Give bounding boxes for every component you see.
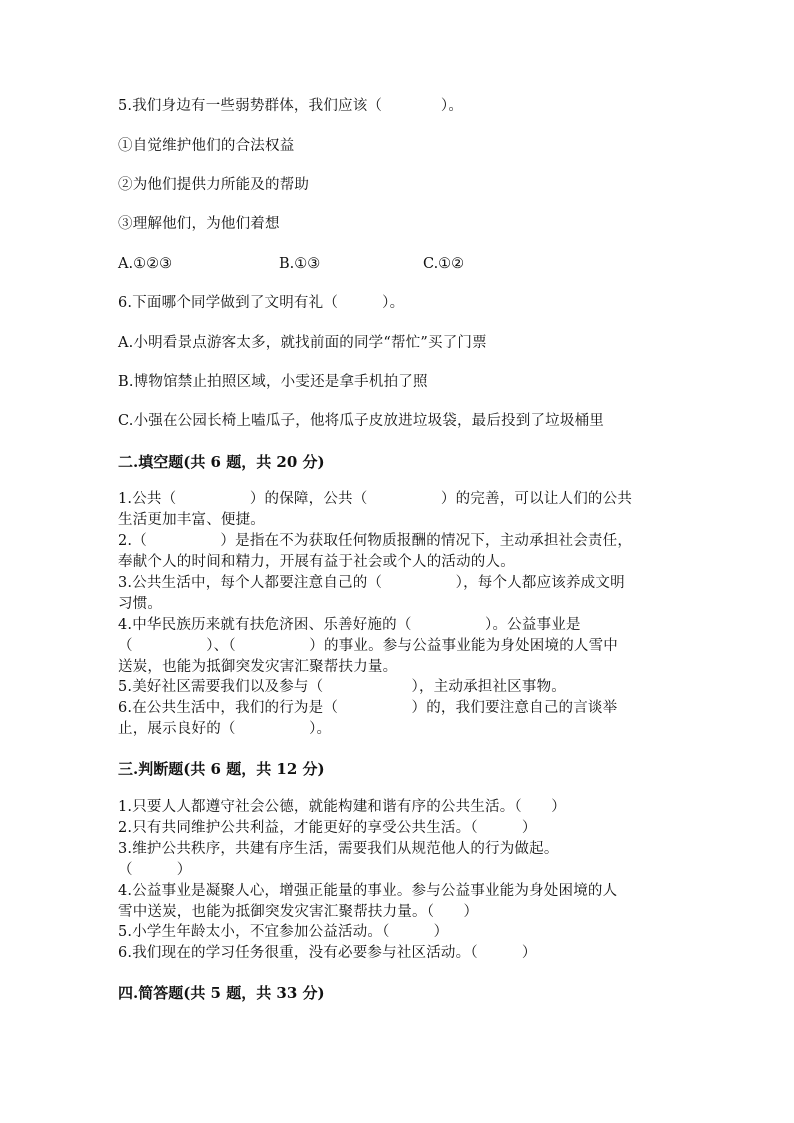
section-2-line: 4.中华民族历来就有扶危济困、乐善好施的（ ）。公益事业是 (118, 617, 581, 633)
section-2-line: 6.在公共生活中，我们的行为是（ ）的，我们要注意自己的言谈举 (118, 700, 618, 716)
question-6-option-c: C.小强在公园长椅上嗑瓜子，他将瓜子皮放进垃圾袋，最后投到了垃圾桶里 (118, 413, 604, 429)
question-6-stem: 6.下面哪个同学做到了文明有礼（ ）。 (118, 295, 405, 311)
section-3-line: 5.小学生年龄太小，不宜参加公益活动。（ ） (118, 924, 449, 940)
section-3-line: 3.维护公共秩序，共建有序生活，需要我们从规范他人的行为做起。 (118, 841, 559, 857)
question-5-item-1: ①自觉维护他们的合法权益 (118, 138, 295, 154)
section-2-line: 2.（ ）是指在不为获取任何物质报酬的情况下，主动承担社会责任， (118, 533, 633, 549)
section-2-line: 止，展示良好的（ ）。 (118, 721, 332, 737)
question-5-option-c: C.①② (423, 256, 465, 272)
question-5-stem: 5.我们身边有一些弱势群体，我们应该（ ）。 (118, 98, 464, 114)
question-5-option-a: A.①②③ (118, 256, 173, 272)
section-3-title: 三.判断题(共 6 题，共 12 分) (118, 760, 325, 778)
section-2-line: （ ）、（ ）的事业。参与公益事业能为身处困境的人雪中 (118, 638, 618, 654)
section-2-line: 送炭，也能为抵御突发灾害汇聚帮扶力量。 (118, 659, 398, 675)
section-2-line: 奉献个人的时间和精力，开展有益于社会或个人的活动的人。 (118, 554, 515, 570)
section-4-title: 四.简答题(共 5 题，共 33 分) (118, 984, 325, 1002)
section-3-line: 1.只要人人都遵守社会公德，就能构建和谐有序的公共生活。（ ） (118, 799, 566, 815)
section-3-line: 2.只有共同维护公共利益，才能更好的享受公共生活。（ ） (118, 820, 537, 836)
section-3-line: 4.公益事业是凝聚人心，增强正能量的事业。参与公益事业能为身处困境的人 (118, 883, 618, 899)
section-2-line: 3.公共生活中，每个人都要注意自己的（ ），每个人都应该养成文明 (118, 575, 625, 591)
question-5-option-b: B.①③ (279, 256, 321, 272)
section-3-line: 6.我们现在的学习任务很重，没有必要参与社区活动。（ ） (118, 945, 537, 961)
section-2-line: 5.美好社区需要我们以及参与（ ），主动承担社区事物。 (118, 679, 566, 695)
question-5-item-2: ②为他们提供力所能及的帮助 (118, 177, 310, 193)
section-2-line: 生活更加丰富、便捷。 (118, 512, 265, 528)
question-6-option-a: A.小明看景点游客太多，就找前面的同学“帮忙”买了门票 (118, 335, 487, 351)
section-2-line: 1.公共（ ）的保障，公共（ ）的完善，可以让人们的公共 (118, 491, 633, 507)
section-3-line: 雪中送炭，也能为抵御突发灾害汇聚帮扶力量。（ ） (118, 904, 479, 920)
section-2-line: 习惯。 (118, 596, 163, 612)
section-2-title: 二.填空题(共 6 题，共 20 分) (118, 453, 325, 471)
question-5-item-3: ③理解他们，为他们着想 (118, 216, 280, 232)
question-6-option-b: B.博物馆禁止拍照区域，小雯还是拿手机拍了照 (118, 374, 428, 390)
section-3-line: （ ） (118, 862, 192, 878)
